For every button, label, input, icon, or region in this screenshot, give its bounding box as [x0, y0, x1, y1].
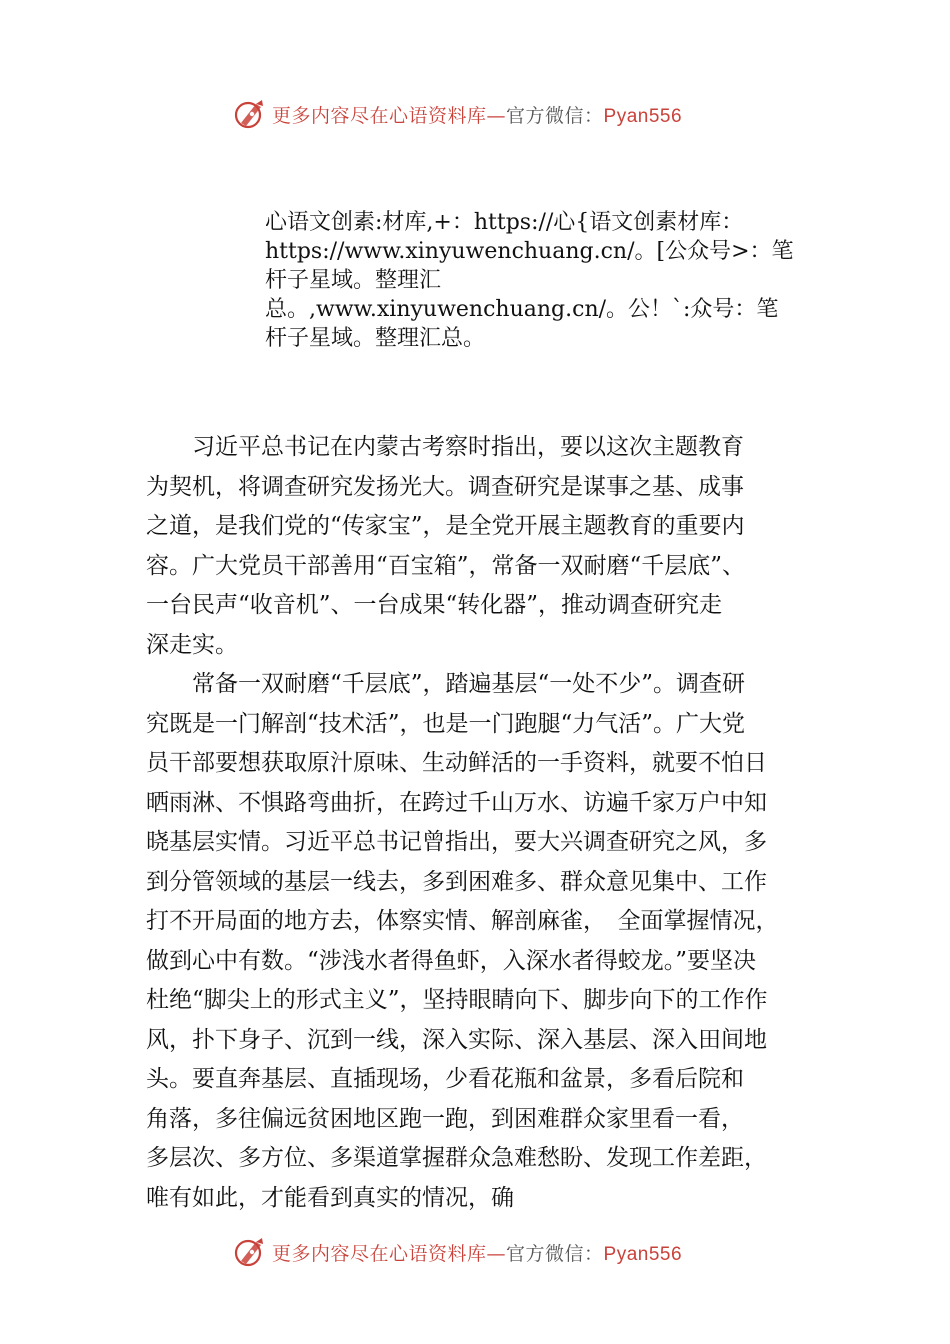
article-line: 杜绝“脚尖上的形式主义”，坚持眼睛向下、脚步向下的工作作 — [146, 987, 768, 1013]
pen-logo-icon — [232, 1234, 268, 1270]
header-banner — [232, 96, 682, 132]
article-line: 多层次、多方位、多渠道掌握群众急难愁盼、发现工作差距， — [146, 1145, 767, 1171]
article-line: 晒雨淋、不惧路弯曲折，在跨过千山万水、访遍千家万户中知 — [146, 789, 767, 816]
source-note-line: 杆子星域。整理汇 — [265, 268, 442, 293]
article-line: 究既是一门解剖“技术活”，也是一门跑腿“力气活”。广大党 — [146, 710, 746, 737]
article-line: 之道，是我们党的“传家宝”，是全党开展主题教育的重要内 — [146, 513, 745, 539]
header-wechat-label: 官方微信： — [506, 104, 604, 127]
source-note-line: 总。,www.xinyuwenchuang.cn/。公！`:众号：笔 — [265, 297, 779, 322]
source-note-line: https://www.xinyuwenchuang.cn/。[公众号>：笔 — [265, 239, 794, 264]
article-line: 做到心中有数。“涉浅水者得鱼虾，入深水者得蛟龙。”要坚决 — [146, 947, 757, 974]
footer-wechat-id: Pyan556 — [603, 1243, 683, 1265]
article-line: 常备一双耐磨“千层底”，踏遍基层“一处不少”。调查研 — [146, 671, 746, 697]
article-line: 深走实。 — [146, 631, 238, 658]
article-line: 为契机，将调查研究发扬光大。调查研究是谋事之基、成事 — [146, 473, 744, 500]
article-line: 唯有如此，才能看到真实的情况，确 — [146, 1184, 514, 1211]
article-line: 一台民声“收音机”、一台成果“转化器”，推动调查研究走 — [146, 592, 723, 618]
footer-wechat-label: 官方微信： — [506, 1242, 604, 1265]
article-line: 员干部要想获取原汁原味、生动鲜活的一手资料，就要不怕日 — [146, 750, 767, 776]
source-note — [265, 208, 835, 353]
header-banner-text — [272, 101, 682, 128]
article-line: 风，扑下身子、沉到一线，深入实际、深入基层、深入田间地 — [146, 1026, 767, 1053]
footer-banner — [232, 1234, 682, 1270]
article-line: 打不开局面的地方去，体察实情、解剖麻雀， 全面掌握情况， — [146, 908, 779, 934]
article-line: 晓基层实情。习近平总书记曾指出，要大兴调查研究之风，多 — [146, 829, 767, 855]
article-body — [146, 428, 826, 1218]
article-line: 容。广大党员干部善用“百宝箱”，常备一双耐磨“千层底”、 — [146, 552, 746, 579]
header-banner-main: 更多内容尽在心语资料库— — [272, 104, 507, 127]
article-line: 习近平总书记在内蒙古考察时指出，要以这次主题教育 — [146, 434, 744, 460]
source-note-line: 杆子星域。整理汇总。 — [265, 326, 486, 351]
article-line: 角落，多往偏远贫困地区跑一跑，到困难群众家里看一看， — [146, 1105, 744, 1132]
article-line: 到分管领域的基层一线去，多到困难多、群众意见集中、工作 — [146, 868, 767, 895]
article-line: 头。要直奔基层、直插现场，少看花瓶和盆景，多看后院和 — [146, 1066, 744, 1092]
pen-logo-icon — [232, 96, 268, 132]
source-note-line: 心语文创素:材库,+：https://心{语文创素材库： — [265, 210, 744, 235]
footer-banner-text — [272, 1239, 682, 1266]
header-wechat-id: Pyan556 — [603, 105, 683, 127]
footer-banner-main: 更多内容尽在心语资料库— — [272, 1242, 507, 1265]
